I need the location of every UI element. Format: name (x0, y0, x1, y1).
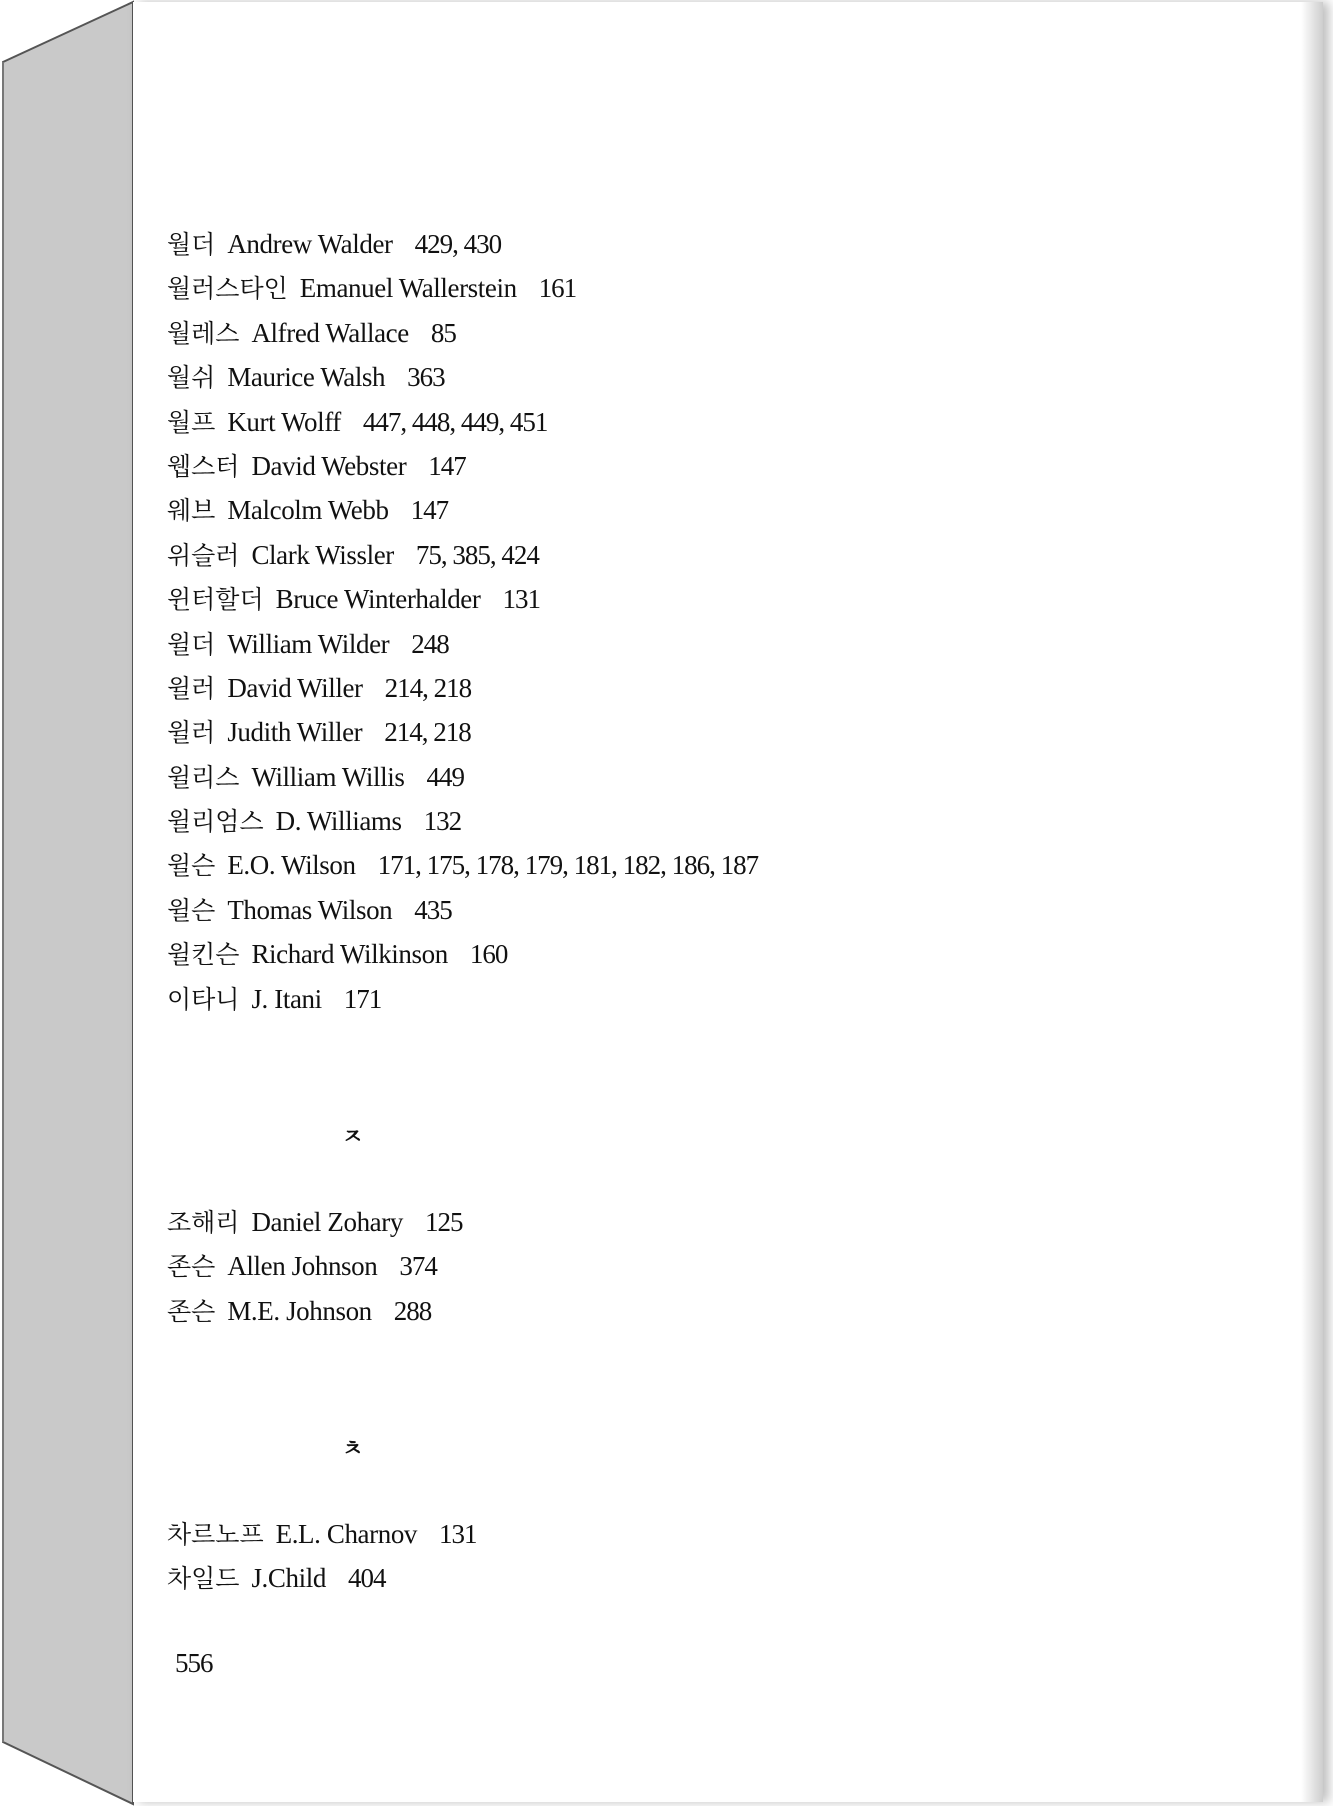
entry-english-name: Emanuel Wallerstein (299, 273, 517, 304)
index-entry (167, 444, 758, 488)
index-entry (167, 222, 758, 266)
entry-page-refs: 85 (430, 317, 456, 348)
entry-korean-name: 월쉬 (167, 363, 216, 393)
entry-korean-name: 윌킨슨 (167, 940, 240, 970)
index-entry (167, 488, 758, 532)
entry-korean-name: 윌슨 (167, 895, 216, 925)
entry-korean-name: 윌러 (167, 718, 216, 748)
entry-english-name: Daniel Zohary (251, 1207, 403, 1237)
section-header-jieut: ㅈ (342, 1125, 364, 1150)
index-entry (167, 755, 758, 799)
entry-korean-name: 조해리 (167, 1208, 240, 1237)
entry-page-refs: 171 (343, 983, 382, 1014)
index-entry (167, 666, 758, 710)
entry-page-refs: 160 (469, 939, 508, 970)
entry-english-name: Bruce Winterhalder (275, 584, 481, 615)
entry-english-name: E.L. Charnov (275, 1519, 418, 1549)
entry-page-refs: 131 (439, 1519, 477, 1549)
index-entry (167, 843, 758, 887)
index-entry (167, 311, 758, 355)
index-entry (167, 888, 758, 932)
entry-page-refs: 161 (538, 273, 577, 304)
index-entry (167, 710, 758, 754)
index-entry (167, 1200, 462, 1244)
entry-korean-name: 윌러 (167, 673, 216, 703)
index-entry (167, 622, 758, 666)
index-list-ch (167, 1512, 477, 1601)
entry-page-refs: 435 (414, 894, 452, 925)
entry-english-name: William Willis (251, 761, 405, 792)
entry-korean-name: 윌슨 (167, 851, 216, 881)
entry-english-name: William Wilder (227, 628, 390, 659)
entry-page-refs: 125 (424, 1207, 463, 1237)
index-list-w (167, 222, 758, 1021)
entry-korean-name: 월더 (167, 230, 216, 259)
entry-korean-name: 차일드 (167, 1564, 240, 1594)
entry-korean-name: 위슬러 (167, 540, 240, 570)
entry-english-name: M.E. Johnson (227, 1295, 372, 1326)
entry-english-name: Allen Johnson (227, 1251, 378, 1282)
index-entry (167, 799, 758, 843)
entry-korean-name: 이타니 (167, 984, 240, 1014)
entry-korean-name: 존슨 (167, 1296, 216, 1326)
entry-page-refs: 171, 175, 178, 179, 181, 182, 186, 187 (377, 850, 759, 881)
entry-page-refs: 214, 218 (384, 672, 472, 703)
index-entry (167, 1556, 477, 1600)
entry-english-name: Kurt Wolff (227, 406, 341, 437)
page-edge-shadow (1301, 2, 1323, 1802)
index-entry (167, 266, 758, 310)
entry-page-refs: 363 (407, 362, 445, 393)
entry-page-refs: 132 (423, 806, 462, 837)
entry-page-refs: 404 (347, 1563, 386, 1594)
entry-korean-name: 월프 (167, 407, 216, 437)
entry-korean-name: 윌리스 (167, 762, 240, 792)
entry-korean-name: 윈터할더 (167, 585, 264, 615)
entry-english-name: Malcolm Webb (227, 495, 389, 526)
entry-korean-name: 차르노프 (167, 1520, 264, 1549)
page-number: 556 (175, 1648, 213, 1678)
index-entry (167, 533, 758, 577)
entry-english-name: Richard Wilkinson (251, 939, 448, 970)
index-entry (167, 400, 758, 444)
index-entry (167, 577, 758, 621)
index-entry (167, 1244, 462, 1288)
entry-page-refs: 131 (502, 584, 540, 615)
entry-english-name: David Willer (227, 672, 363, 703)
entry-english-name: J.Child (251, 1563, 326, 1594)
entry-page-refs: 429, 430 (414, 229, 502, 259)
entry-english-name: E.O. Wilson (227, 850, 356, 881)
entry-page-refs: 75, 385, 424 (415, 539, 539, 570)
entry-page-refs: 147 (410, 495, 449, 526)
entry-korean-name: 윌더 (167, 629, 216, 659)
entry-english-name: D. Williams (275, 806, 402, 837)
entry-korean-name: 월러스타인 (167, 274, 288, 304)
entry-page-refs: 147 (428, 450, 466, 481)
entry-korean-name: 웨브 (167, 496, 216, 526)
entry-page-refs: 447, 448, 449, 451 (362, 406, 548, 437)
entry-page-refs: 214, 218 (384, 717, 471, 748)
section-header-chieut: ㅊ (342, 1437, 364, 1462)
entry-english-name: J. Itani (251, 983, 322, 1014)
index-entry (167, 932, 758, 976)
index-entry (167, 1289, 462, 1333)
entry-korean-name: 존슨 (167, 1252, 216, 1282)
entry-english-name: Alfred Wallace (251, 317, 409, 348)
entry-korean-name: 웹스터 (167, 451, 240, 481)
entry-page-refs: 248 (411, 628, 449, 659)
index-list-j (167, 1200, 462, 1333)
index-entry (167, 1512, 477, 1556)
entry-english-name: Thomas Wilson (227, 894, 393, 925)
entry-english-name: Clark Wissler (251, 539, 394, 570)
entry-english-name: Judith Willer (227, 717, 363, 748)
entry-page-refs: 288 (393, 1295, 432, 1326)
entry-page-refs: 374 (399, 1251, 437, 1282)
index-entry (167, 977, 758, 1021)
entry-english-name: David Webster (251, 450, 407, 481)
entry-korean-name: 월레스 (167, 318, 240, 348)
entry-page-refs: 449 (426, 761, 464, 792)
entry-korean-name: 윌리엄스 (167, 807, 264, 837)
entry-english-name: Maurice Walsh (227, 362, 386, 393)
index-entry (167, 355, 758, 399)
entry-english-name: Andrew Walder (227, 229, 393, 259)
